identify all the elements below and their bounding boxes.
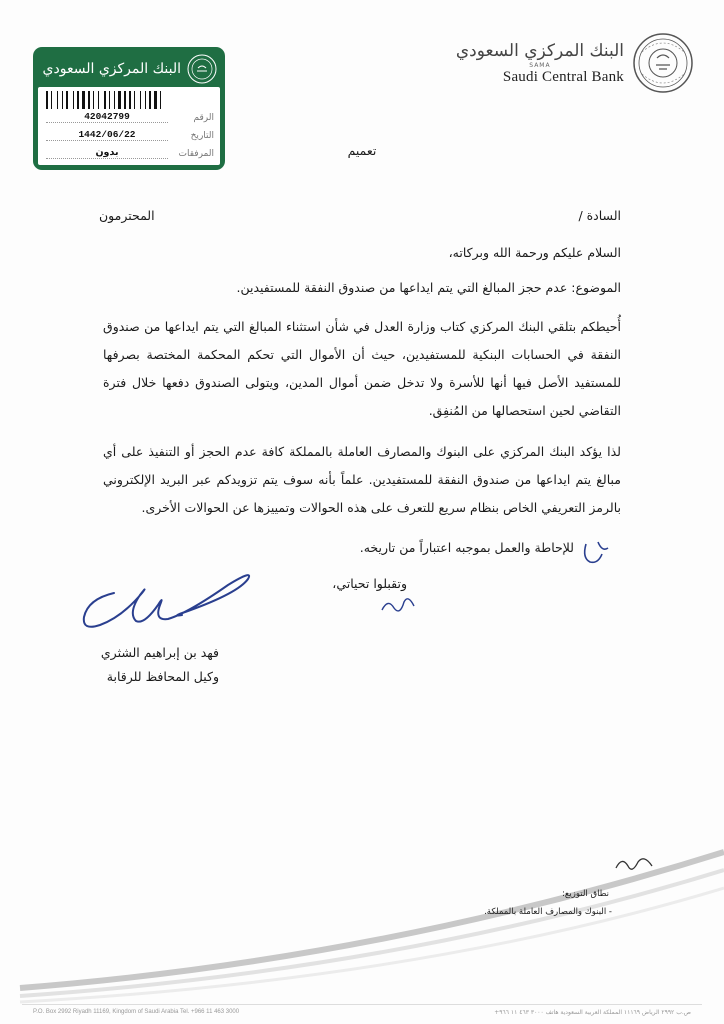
subject-line: الموضوع: عدم حجز المبالغ التي يتم ايداعها من صندوق النفقة للمستفيدين. bbox=[236, 280, 621, 295]
greeting: السلام عليكم ورحمة الله وبركاته، bbox=[448, 245, 621, 260]
bank-abbreviation: SAMA bbox=[529, 62, 551, 69]
card-header bbox=[43, 54, 217, 84]
number-label: الرقم bbox=[193, 113, 214, 123]
attachments-value: بدون bbox=[46, 147, 168, 159]
bank-name-arabic: البنك المركزي السعودي bbox=[455, 41, 624, 61]
signature-image bbox=[78, 565, 258, 635]
number-row bbox=[46, 109, 214, 123]
body-paragraph-1: أُحيطكم بتلقي البنك المركزي كتاب وزارة العدل في شأن استثناء المبالغ التي يتم ايداعها من صندوق النفقة في الحسابات البنكية للمستفيدين، حيث أن الأموال التي تحكم المحكمة المختصة بصرفها للمستفيد الأصل فيها أنها للأسرة ولا تدخل ضمن أموال المدين، ويتولى الصندوق دفعها خلال فترة التقاضي لحين استحصالها من المُنفِق. bbox=[103, 319, 621, 418]
number-value: 42042799 bbox=[46, 111, 168, 123]
handwritten-initials-mark bbox=[378, 590, 418, 622]
date-value: 1442/06/22 bbox=[46, 129, 168, 141]
distribution-item: - البنوك والمصارف العاملة بالمملكة. bbox=[484, 907, 612, 917]
footer-address-english: P.O. Box 2992 Riyadh 11169, Kingdom of Saudi Arabia Tel. +966 11 463 3000 bbox=[33, 1009, 240, 1015]
body-paragraph-2: لذا يؤكد البنك المركزي على البنوك والمصارف العاملة بالمملكة كافة عدم الحجز أو التنفيذ على أي مبالغ يتم ايداعها من صندوق النفقة للمستفيدين. علماً بأنه سوف يتم تزويدكم عبر البريد الإلكتروني بالرمز التعريفي الخاص بنظام سريع للتعرف على هذه الحوالات وتمييزها عن الحوالات الأخرى. bbox=[103, 444, 621, 515]
card-seal-icon bbox=[187, 54, 217, 84]
handwritten-initial-mark bbox=[580, 538, 616, 570]
date-label: التاريخ bbox=[190, 131, 214, 141]
handwritten-note-mark bbox=[612, 852, 656, 878]
distribution-label: نطاق التوزيع: bbox=[562, 889, 609, 899]
bank-name-english: Saudi Central Bank bbox=[502, 69, 624, 85]
footer-address-arabic: ص.ب ٢٩٩٢ الرياض ١١١٦٩ المملكة العربية السعودية هاتف ٣٠٠٠ ٤٦٣ ١١ ٩٦٦+ bbox=[494, 1009, 691, 1016]
attachments-label: المرفقات bbox=[178, 149, 214, 159]
bank-seal-icon bbox=[632, 32, 694, 94]
honorific: المحترمون bbox=[99, 208, 155, 223]
letter-type: تعميم bbox=[347, 143, 377, 158]
bank-logo bbox=[456, 32, 694, 94]
footer-divider bbox=[22, 1004, 702, 1005]
addressee: السادة / bbox=[578, 208, 621, 223]
signatory-title: وكيل المحافظ للرقابة bbox=[106, 669, 219, 684]
barcode-icon bbox=[46, 91, 208, 109]
signatory-name: فهد بن إبراهيم الشثري bbox=[100, 645, 219, 660]
card-bank-name: البنك المركزي السعودي bbox=[42, 61, 181, 77]
distribution-item-text: البنوك والمصارف العاملة بالمملكة. bbox=[484, 907, 607, 917]
closing-action: للإحاطة والعمل بموجبه اعتباراً من تاريخه. bbox=[359, 540, 574, 555]
regards: وتقبلوا تحياتي، bbox=[332, 576, 407, 591]
date-row bbox=[46, 127, 214, 141]
